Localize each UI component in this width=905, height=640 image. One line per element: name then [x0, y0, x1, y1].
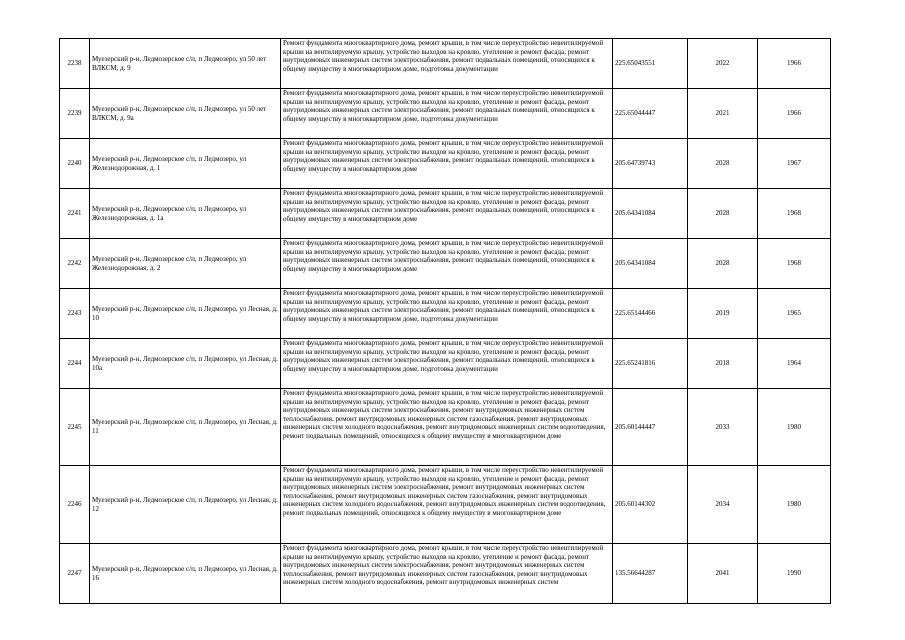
address-cell: Муезерский р-н, Ледмозерское с/п, п Ледмозеро, ул 50 лет ВЛКСМ, д. 9а: [90, 89, 281, 139]
table-row: [60, 289, 831, 339]
year-cell: 2028: [688, 139, 758, 189]
cost-cell: 225.65241816: [613, 339, 688, 389]
address-cell: Муезерский р-н, Ледмозерское с/п, п Ледмозеро, ул Железнодорожная, д. 2: [90, 239, 281, 289]
cost-cell: 205.64341084: [613, 239, 688, 289]
works-cell: Ремонт фундамента многоквартирного дома, ремонт крыши, в том числе переустройство невентилируемой крыши на вентилируемую крышу, устройство выходов на кровлю, утепление и ремонт фасада, ремонт внутридомовых инженерных систем электроснабжения, ремонт внутридомовых инженерных систем теплоснабжения, ремонт внутридомовых инженерных систем газоснабжения, ремонт внутридомовых инженерных систем холодного водоснабжения, ремонт внутридомовых инженерных систем водоотведения, ремонт подвальных помещений, относящихся к общему имуществу в многоквартирном доме: [281, 466, 613, 544]
works-cell: Ремонт фундамента многоквартирного дома, ремонт крыши, в том числе переустройство невентилируемой крыши на вентилируемую крышу, устройство выходов на кровлю, утепление и ремонт фасада, ремонт внутридомовых инженерных систем электроснабжения, ремонт подвальных помещений, относящихся к общему имуществу в многоквартирном доме: [281, 139, 613, 189]
row-number: 2240: [60, 139, 90, 189]
works-cell: Ремонт фундамента многоквартирного дома, ремонт крыши, в том числе переустройство невентилируемой крыши на вентилируемую крышу, устройство выходов на кровлю, утепление и ремонт фасада, ремонт внутридомовых инженерных систем электроснабжения, ремонт подвальных помещений, относящихся к общему имуществу в многоквартирном доме, подготовка документации: [281, 339, 613, 389]
cost-cell: 225.65044447: [613, 89, 688, 139]
works-cell: Ремонт фундамента многоквартирного дома, ремонт крыши, в том числе переустройство невентилируемой крыши на вентилируемую крышу, устройство выходов на кровлю, утепление и ремонт фасада, ремонт внутридомовых инженерных систем электроснабжения, ремонт подвальных помещений, относящихся к общему имуществу в многоквартирном доме, подготовка документации: [281, 289, 613, 339]
built-year-cell: 1968: [758, 239, 831, 289]
row-number: 2239: [60, 89, 90, 139]
works-cell: Ремонт фундамента многоквартирного дома, ремонт крыши, в том числе переустройство невентилируемой крыши на вентилируемую крышу, устройство выходов на кровлю, утепление и ремонт фасада, ремонт внутридомовых инженерных систем электроснабжения, ремонт внутридомовых инженерных систем теплоснабжения, ремонт внутридомовых инженерных систем газоснабжения, ремонт внутридомовых инженерных систем холодного водоснабжения, ремонт внутридомовых инженерных систем водоотведения, ремонт подвальных помещений, относящихся к общему имуществу в многоквартирном доме: [281, 389, 613, 466]
table-row: [60, 466, 831, 544]
cost-cell: 225.65144466: [613, 289, 688, 339]
table-row: [60, 339, 831, 389]
document-page: [59, 38, 830, 604]
table-row: [60, 239, 831, 289]
cost-cell: 135.56644287: [613, 544, 688, 604]
year-cell: 2018: [688, 339, 758, 389]
year-cell: 2028: [688, 239, 758, 289]
row-number: 2247: [60, 544, 90, 604]
cost-cell: 205.64341084: [613, 189, 688, 239]
row-number: 2245: [60, 389, 90, 466]
built-year-cell: 1980: [758, 466, 831, 544]
address-cell: Муезерский р-н, Ледмозерское с/п, п Ледмозеро, ул Лесная, д. 10: [90, 289, 281, 339]
cost-cell: 205.60144447: [613, 389, 688, 466]
row-number: 2244: [60, 339, 90, 389]
address-cell: Муезерский р-н, Ледмозерское с/п, п Ледмозеро, ул Лесная, д. 11: [90, 389, 281, 466]
year-cell: 2033: [688, 389, 758, 466]
row-number: 2246: [60, 466, 90, 544]
cost-cell: 225.65043551: [613, 39, 688, 89]
works-cell: Ремонт фундамента многоквартирного дома, ремонт крыши, в том числе переустройство невентилируемой крыши на вентилируемую крышу, устройство выходов на кровлю, утепление и ремонт фасада, ремонт внутридомовых инженерных систем электроснабжения, ремонт подвальных помещений, относящихся к общему имуществу в многоквартирном доме: [281, 189, 613, 239]
built-year-cell: 1967: [758, 139, 831, 189]
built-year-cell: 1965: [758, 289, 831, 339]
year-cell: 2041: [688, 544, 758, 604]
address-cell: Муезерский р-н, Ледмозерское с/п, п Ледмозеро, ул 50 лет ВЛКСМ, д. 9: [90, 39, 281, 89]
address-cell: Муезерский р-н, Ледмозерское с/п, п Ледмозеро, ул Железнодорожная, д. 1: [90, 139, 281, 189]
row-number: 2238: [60, 39, 90, 89]
table-row: [60, 544, 831, 604]
built-year-cell: 1968: [758, 189, 831, 239]
row-number: 2243: [60, 289, 90, 339]
cost-cell: 205.60144302: [613, 466, 688, 544]
year-cell: 2028: [688, 189, 758, 239]
table-row: [60, 139, 831, 189]
works-cell: Ремонт фундамента многоквартирного дома, ремонт крыши, в том числе переустройство невентилируемой крыши на вентилируемую крышу, устройство выходов на кровлю, утепление и ремонт фасада, ремонт внутридомовых инженерных систем электроснабжения, ремонт подвальных помещений, относящихся к общему имуществу в многоквартирном доме, подготовка документации: [281, 39, 613, 89]
works-cell: Ремонт фундамента многоквартирного дома, ремонт крыши, в том числе переустройство невентилируемой крыши на вентилируемую крышу, устройство выходов на кровлю, утепление и ремонт фасада, ремонт внутридомовых инженерных систем электроснабжения, ремонт внутридомовых инженерных систем теплоснабжения, ремонт внутридомовых инженерных систем газоснабжения, ремонт внутридомовых инженерных систем холодного водоснабжения, ремонт внутридомовых инженерных систем: [281, 544, 613, 604]
year-cell: 2021: [688, 89, 758, 139]
built-year-cell: 1980: [758, 389, 831, 466]
table-row: [60, 39, 831, 89]
year-cell: 2034: [688, 466, 758, 544]
address-cell: Муезерский р-н, Ледмозерское с/п, п Ледмозеро, ул Лесная, д. 16: [90, 544, 281, 604]
row-number: 2242: [60, 239, 90, 289]
built-year-cell: 1990: [758, 544, 831, 604]
cost-cell: 205.64739743: [613, 139, 688, 189]
row-number: 2241: [60, 189, 90, 239]
address-cell: Муезерский р-н, Ледмозерское с/п, п Ледмозеро, ул Лесная, д. 12: [90, 466, 281, 544]
table-row: [60, 89, 831, 139]
address-cell: Муезерский р-н, Ледмозерское с/п, п Ледмозеро, ул Железнодорожная, д. 1а: [90, 189, 281, 239]
built-year-cell: 1966: [758, 39, 831, 89]
year-cell: 2022: [688, 39, 758, 89]
built-year-cell: 1964: [758, 339, 831, 389]
built-year-cell: 1966: [758, 89, 831, 139]
address-cell: Муезерский р-н, Ледмозерское с/п, п Ледмозеро, ул Лесная, д. 10а: [90, 339, 281, 389]
year-cell: 2019: [688, 289, 758, 339]
table-row: [60, 389, 831, 466]
table-row: [60, 189, 831, 239]
capital-repair-table: [59, 38, 831, 604]
works-cell: Ремонт фундамента многоквартирного дома, ремонт крыши, в том числе переустройство невентилируемой крыши на вентилируемую крышу, устройство выходов на кровлю, утепление и ремонт фасада, ремонт внутридомовых инженерных систем электроснабжения, ремонт подвальных помещений, относящихся к общему имуществу в многоквартирном доме, подготовка документации: [281, 89, 613, 139]
works-cell: Ремонт фундамента многоквартирного дома, ремонт крыши, в том числе переустройство невентилируемой крыши на вентилируемую крышу, устройство выходов на кровлю, утепление и ремонт фасада, ремонт внутридомовых инженерных систем электроснабжения, ремонт подвальных помещений, относящихся к общему имуществу в многоквартирном доме: [281, 239, 613, 289]
